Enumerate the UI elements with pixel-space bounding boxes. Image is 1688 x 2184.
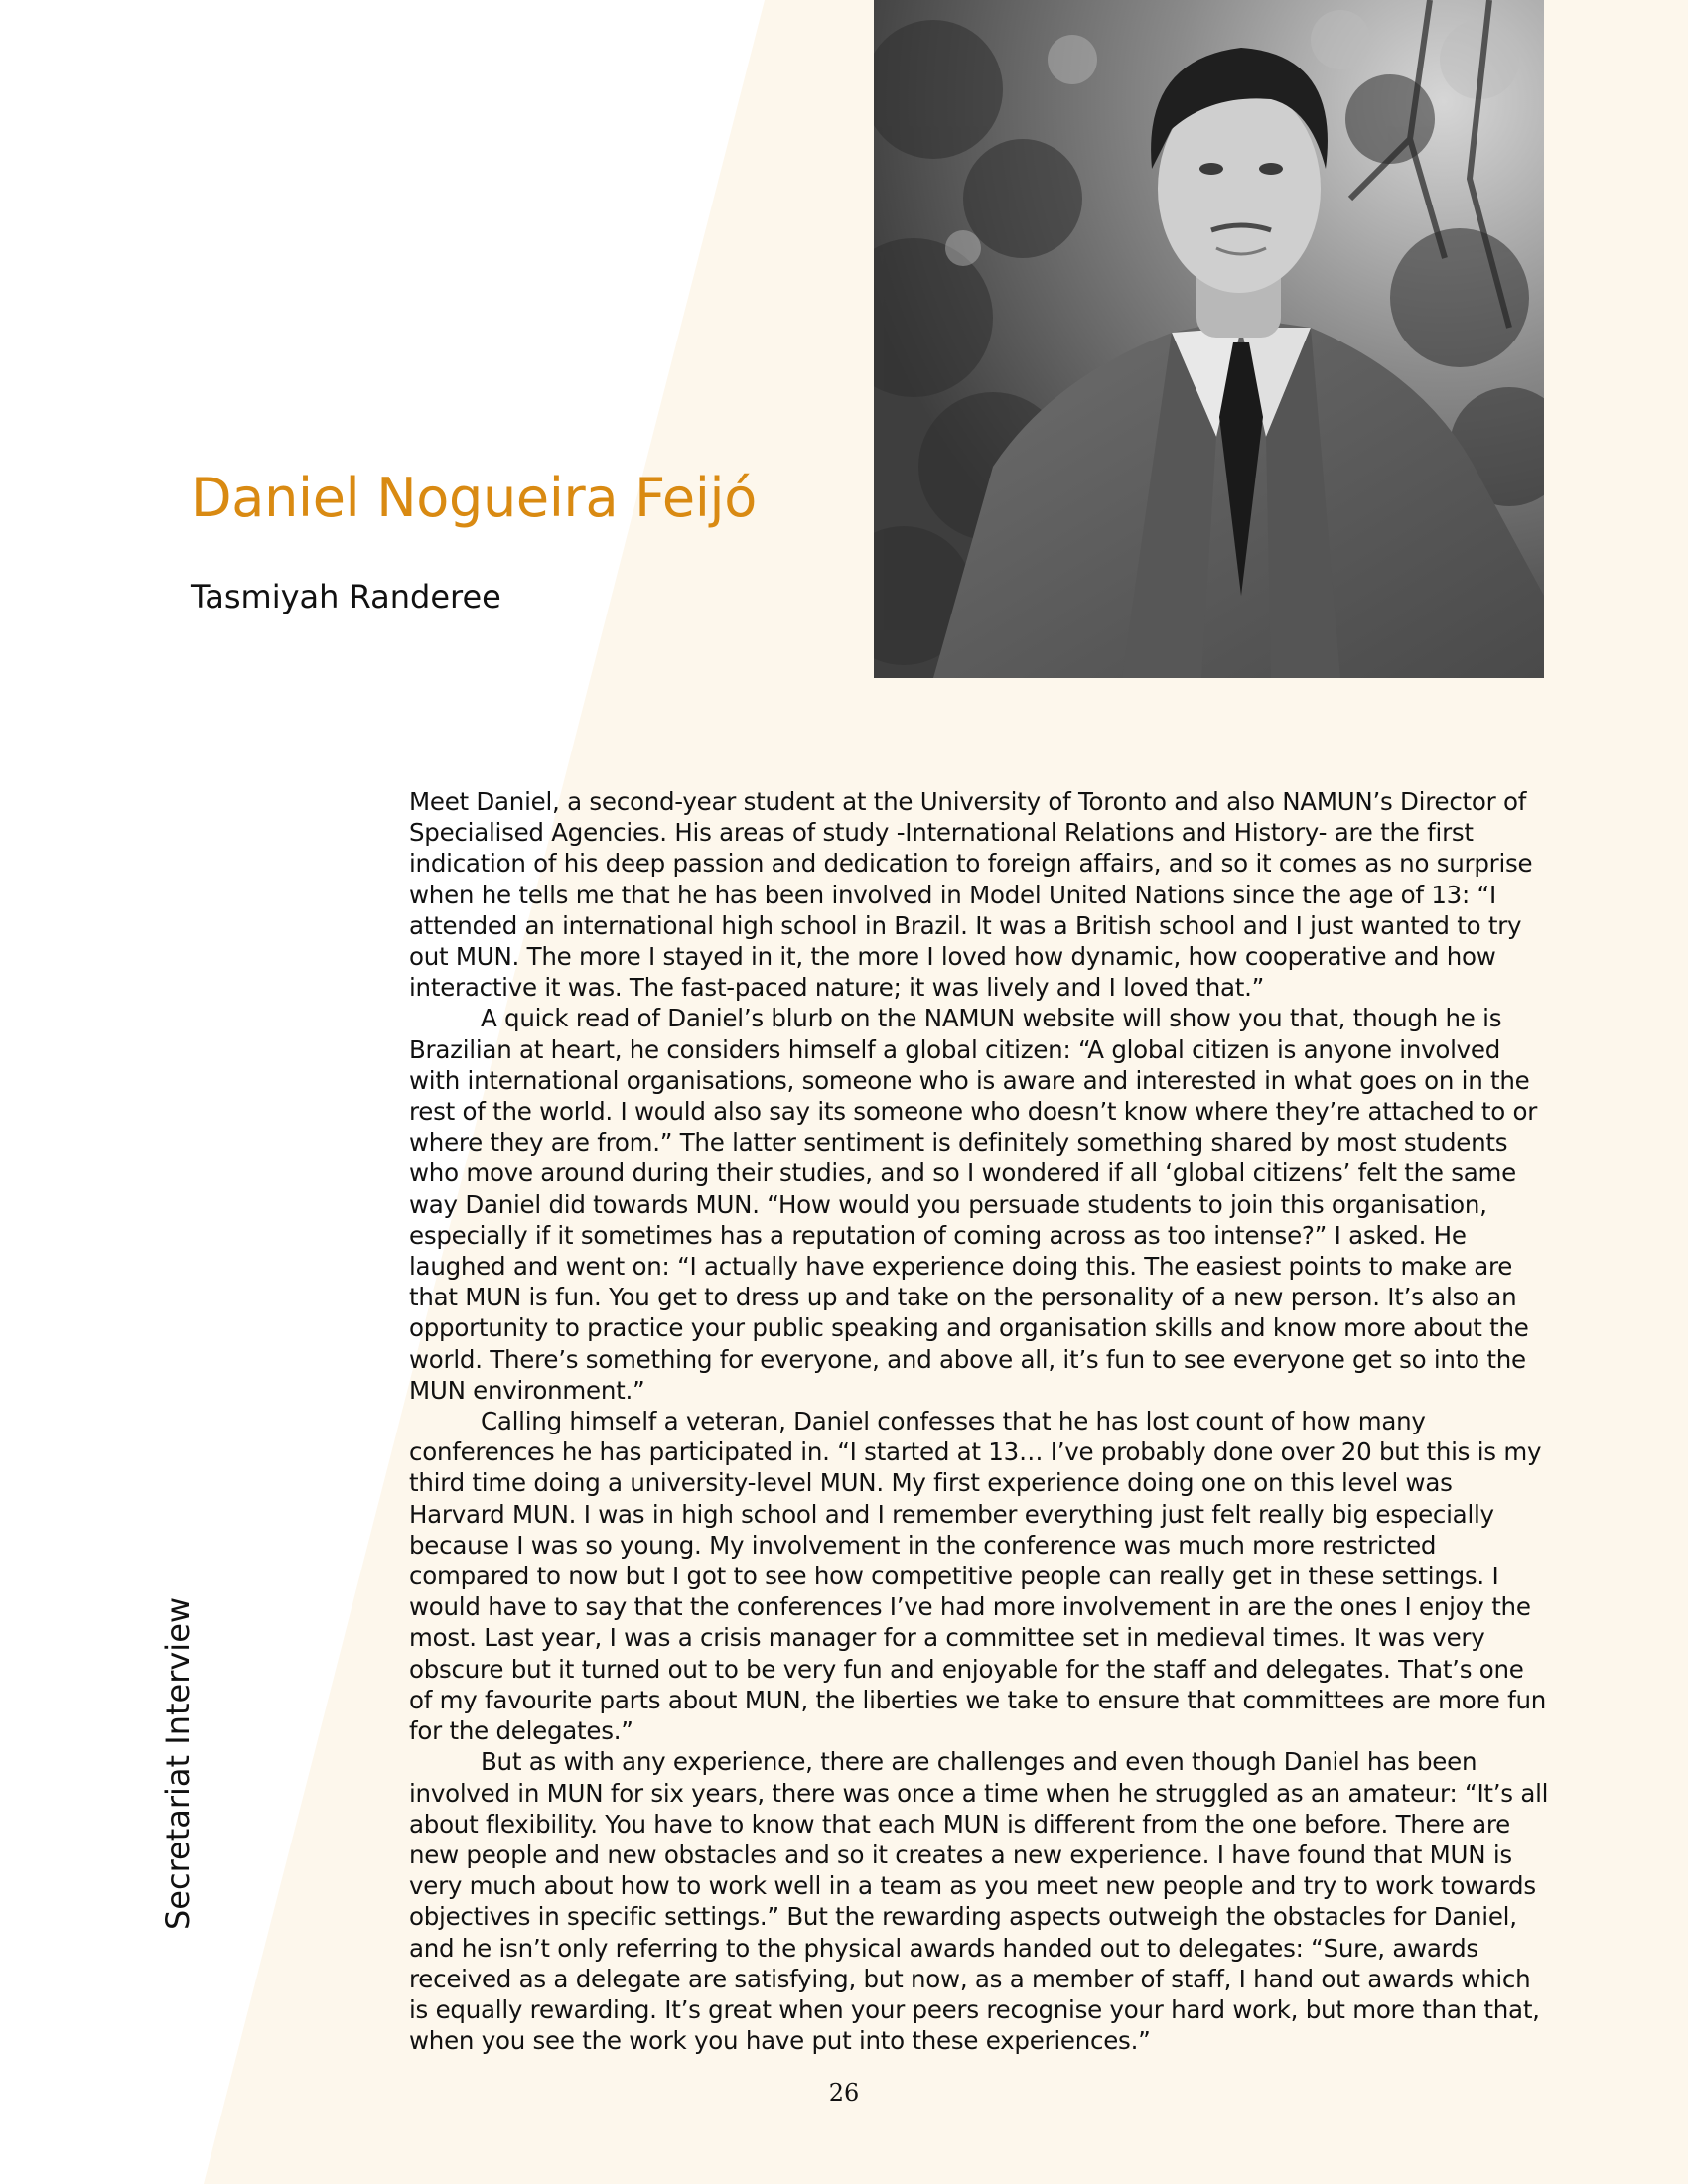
article-paragraph: A quick read of Daniel’s blurb on the NAMUN website will show you that, though he is Brazilian at heart, he considers himself a global citizen: “A global citizen is anyone involved with international organisations, someone who is aware and interested in what goes on in the rest of the world. I would also say its someone who doesn’t know where they’re attached to or where they are from.” The latter sentiment is definitely something shared by most students who move around during their studies, and so I wondered if all ‘global citizens’ felt the same way Daniel did towards MUN. “How would you persuade students to join this organisation, especially if it sometimes has a reputation of coming across as too intense?” I asked. He laughed and went on: “I actually have experience doing this. The easiest points to make are that MUN is fun. You get to dress up and take on the personality of a new person. It’s also an opportunity to practice your public speaking and organisation skills and know more about the world. There’s something for everyone, and above all, it’s fun to see everyone get so into the MUN environment.” <box>409 1004 1538 1405</box>
page-number: 26 <box>828 2079 860 2107</box>
portrait-photo <box>874 0 1544 678</box>
article-author: Tasmiyah Randeree <box>191 578 501 615</box>
article-title: Daniel Nogueira Feijó <box>191 467 757 529</box>
article-paragraph: Meet Daniel, a second-year student at the University of Toronto and also NAMUN’s Director of Specialised Agencies. His areas of study -International Relations and History- are the first indication of his deep passion and dedication to foreign affairs, and so it comes as no surprise when he tells me that he has been involved in Model United Nations since the age of 13: “I attended an international high school in Brazil. It was a British school and I just wanted to try out MUN. The more I stayed in it, the more I loved how dynamic, how cooperative and how interactive it was. The fast-paced nature; it was lively and I loved that.” <box>409 787 1533 1003</box>
article-body <box>409 786 1549 2056</box>
article-paragraph: Calling himself a veteran, Daniel confesses that he has lost count of how many conferences he has participated in. “I started at 13… I’ve probably done over 20 but this is my third time doing a university-level MUN. My first experience doing one on this level was Harvard MUN. I was in high school and I remember everything just felt really big especially because I was so young. My involvement in the conference was much more restricted compared to now but I got to see how competitive people can really get in these settings. I would have to say that the conferences I’ve had more involvement in are the ones I enjoy the most. Last year, I was a crisis manager for a committee set in medieval times. It was very obscure but it turned out to be very fun and enjoyable for the staff and delegates. That’s one of my favourite parts about MUN, the liberties we take to ensure that committees are more fun for the delegates.” <box>409 1407 1547 1746</box>
article-paragraph: But as with any experience, there are challenges and even though Daniel has been involved in MUN for six years, there was once a time when he struggled as an amateur: “It’s all about flexibility. You have to know that each MUN is different from the one before. There are new people and new obstacles and so it creates a new experience. I have found that MUN is very much about how to work well in a team as you meet new people and try to work towards objectives in specific settings.” But the rewarding aspects outweigh the obstacles for Daniel, and he isn’t only referring to the physical awards handed out to delegates: “Sure, awards received as a delegate are satisfying, but now, as a member of staff, I hand out awards which is equally rewarding. It’s great when your peers recognise your hard work, but more than that, when you see the work you have put into these experiences.” <box>409 1747 1549 2056</box>
section-label: Secretariat Interview <box>159 1596 197 1930</box>
